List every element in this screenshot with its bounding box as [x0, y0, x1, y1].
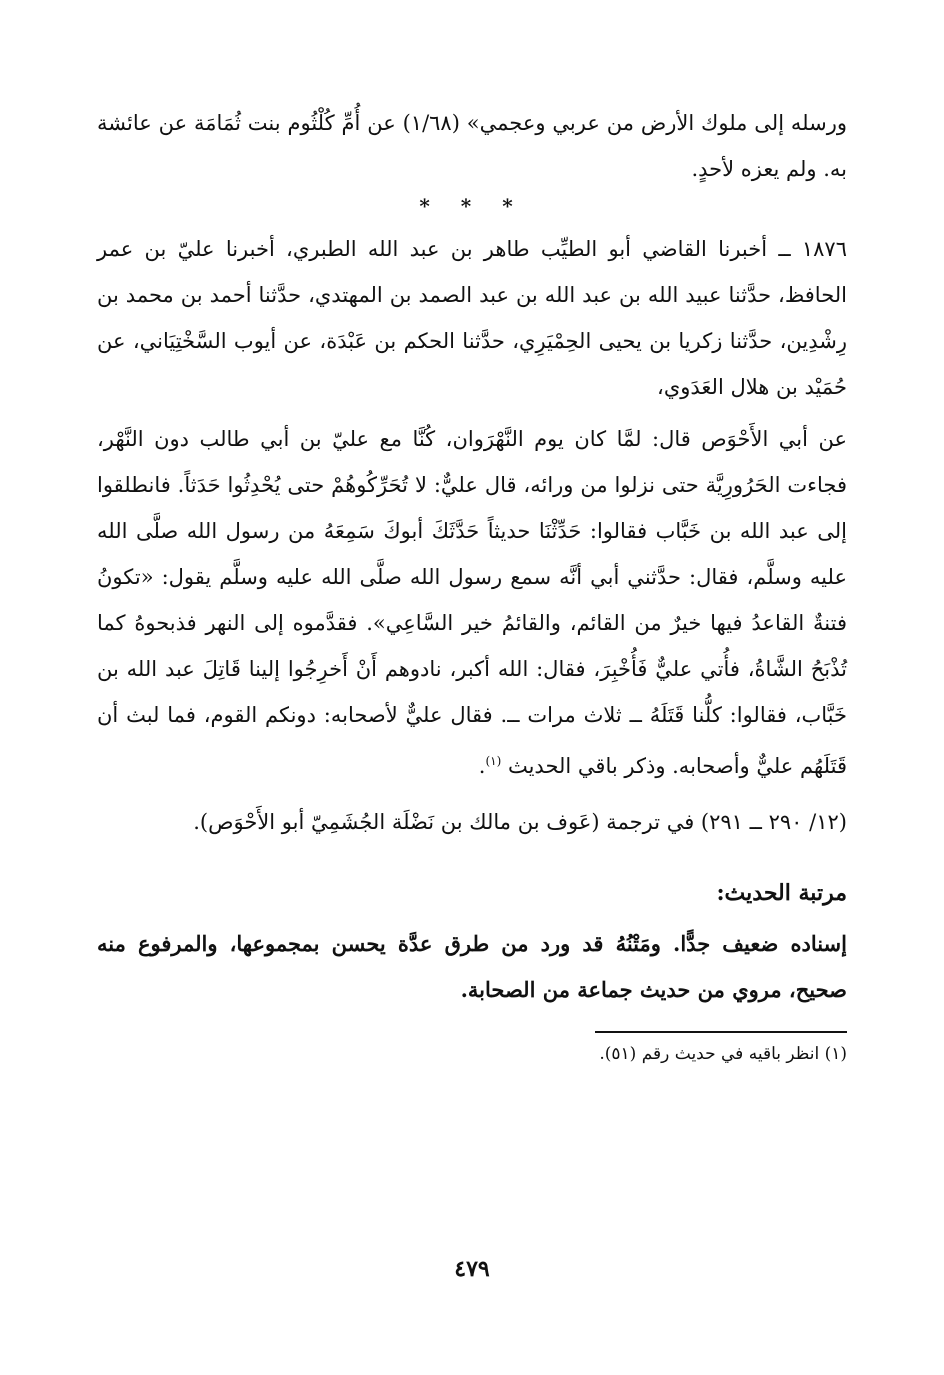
section-separator: * * *	[419, 194, 525, 218]
matn-paragraph	[97, 416, 847, 789]
section-heading: مرتبة الحديث:	[716, 880, 847, 906]
matn-end: .	[478, 754, 486, 778]
isnad-paragraph: ١٨٧٦ ــ أخبرنا القاضي أبو الطيِّب طاهر بن عبد الله الطبري، أخبرنا عليّ بن عمر الحافظ، حدَّثنا عبيد الله بن عبد الله بن عبد الصمد بن المهتدي، حدَّثنا أحمد بن محمد بن رِشْدِين، حدَّثنا زكريا بن يحيى الحِمْيَرِي، حدَّثنا الحكم بن عَبْدَة، عن أيوب السَّخْتِيَاني، عن حُمَيْد بن هلال العَدَوي،	[97, 237, 847, 399]
page-body	[97, 100, 847, 1069]
footnote-marker: (١)	[485, 754, 502, 768]
top-paragraph: ورسله إلى ملوك الأرض من عربي وعجمي» (١/٦٨) عن أُمِّ كُلْثُوم بنت ثُمَامَة عن عائشة به. ولم يعزه لأحدٍ.	[97, 111, 847, 181]
footnote-divider	[595, 1031, 847, 1033]
page-number: ٤٧٩	[454, 1256, 490, 1282]
footnote: (١) انظر باقيه في حديث رقم (٥١).	[599, 1044, 847, 1064]
matn-text: عن أبي الأَحْوَص قال: لمَّا كان يوم النَّهْرَوان، كُنَّا مع عليّ بن أبي طالب دون النَّهْر، فجاءت الحَرُورِيَّة حتى نزلوا من ورائه، قال عليٌّ: لا تُحَرِّكُوهُمْ حتى يُحْدِثُوا حَدَثاً. فانطلقوا إلى عبد الله بن خَبَّاب فقالوا: حَدِّثْنَا حديثاً حَدَّثَكَ أبوكَ سَمِعَهُ من رسول الله صلَّى الله عليه وسلَّم، فقال: حدَّثني أبي أنَّه سمع رسول الله صلَّى الله عليه وسلَّم يقول: «تكونُ فتنةٌ القاعدُ فيها خيرٌ من القائم، والقائمُ خير السَّاعِي». فقدَّموه إلى النهر فذبحوهُ كما تُذْبَحُ الشَّاةُ، فأُتي عليٌّ فَأُخْبِرَ، فقال: الله أكبر، نادوهم أَنْ أَخرِجُوا إلينا قَاتِلَ عبد الله بن خَبَّاب، فقالوا: كلُّنا قَتَلَهُ ــ ثلاث مرات ــ. فقال عليٌّ لأصحابه: دونكم القوم، فما لبث أن قَتَلَهُم عليٌّ وأصحابه. وذكر باقي الحديث	[97, 427, 847, 778]
grading-paragraph: إسناده ضعيف جدًّا. ومَتْنُهُ قد ورد من طرق عدَّة يحسن بمجموعها، والمرفوع منه صحيح، مروي من حديث جماعة من الصحابة.	[97, 931, 847, 1002]
source-reference: (١٢/ ٢٩٠ ــ ٢٩١) في ترجمة (عَوف بن مالك بن نَضْلَة الجُشَمِيّ أبو الأَحْوَص).	[193, 810, 847, 834]
